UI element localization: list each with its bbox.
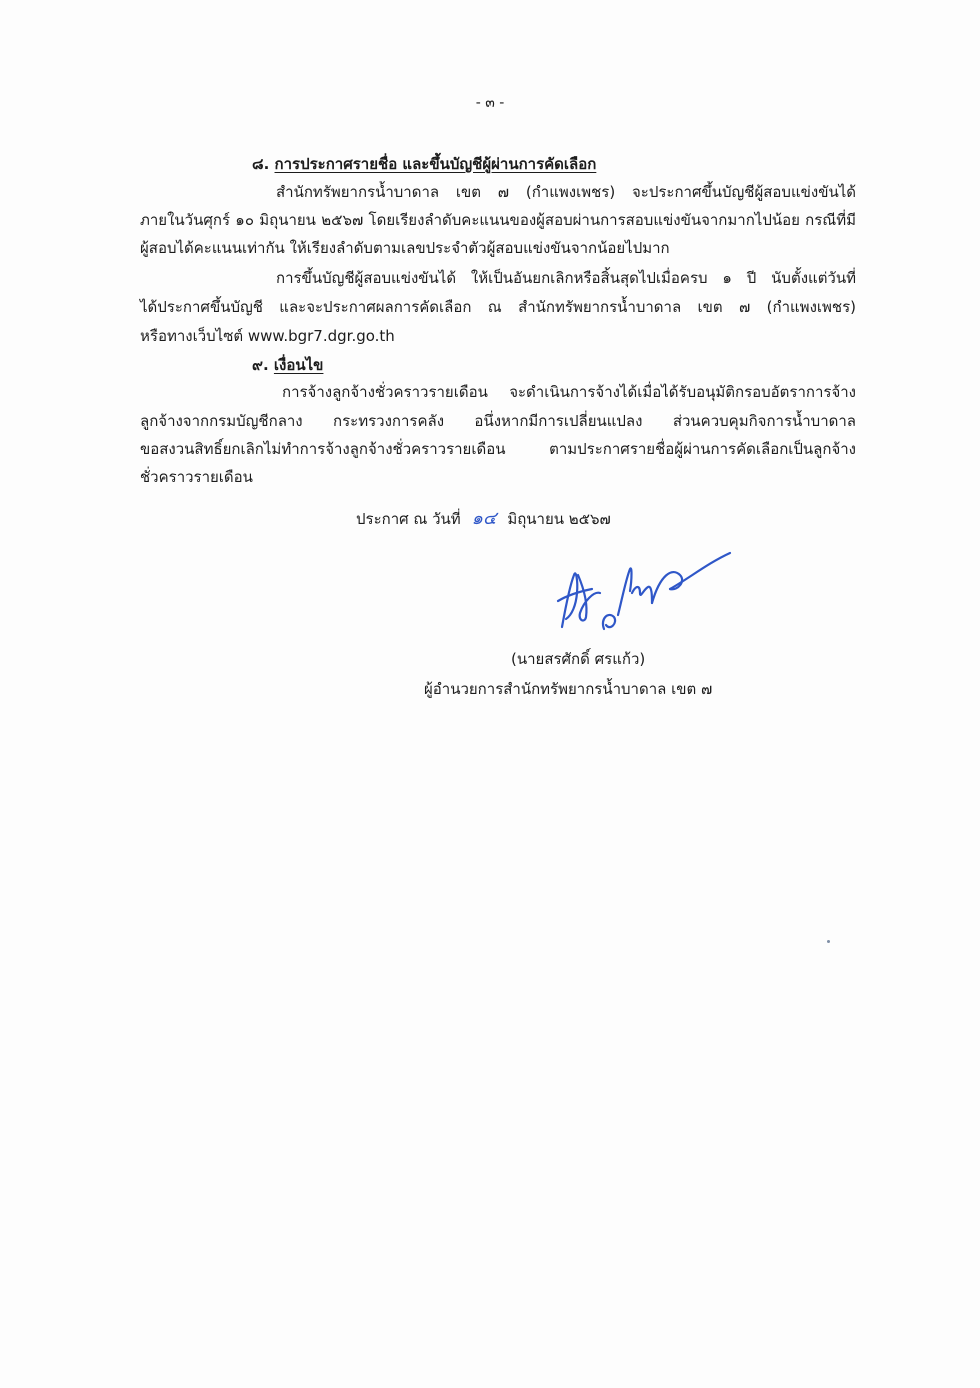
scan-speck: [827, 940, 830, 943]
page-number: - ๓ -: [475, 95, 505, 111]
section-8-para2-line1: การขึ้นบัญชีผู้สอบแข่งขันได้ ให้เป็นอันยกเลิกหรือสิ้นสุดไปเมื่อครบ ๑ ปี นับตั้งแต่วันที่: [276, 269, 856, 287]
section-8-title: การประกาศรายชื่อ และขึ้นบัญชีผู้ผ่านการคัดเลือก: [274, 155, 597, 173]
signature-image: [548, 545, 733, 640]
handwritten-day: ๑๔: [471, 508, 497, 529]
section-9-para-line4: ชั่วคราวรายเดือน: [140, 468, 253, 486]
signer-position: ผู้อำนวยการสำนักทรัพยากรน้ำบาดาล เขต ๗: [424, 680, 713, 698]
announcement-date: [356, 508, 611, 530]
section-8-heading: [252, 153, 596, 175]
section-9-para-line1: การจ้างลูกจ้างชั่วคราวรายเดือน จะดำเนินการจ้างได้เมื่อได้รับอนุมัติกรอบอัตราการจ้าง: [282, 383, 856, 401]
signer-name: (นายสรศักดิ์ ศรแก้ว): [511, 650, 646, 668]
section-8-para1-line1: สำนักทรัพยากรน้ำบาดาล เขต ๗ (กำแพงเพชร) จะประกาศขึ้นบัญชีผู้สอบแข่งขันได้: [276, 183, 856, 201]
section-8-para1-line3: ผู้สอบได้คะแนนเท่ากัน ให้เรียงลำดับตามเลขประจำตัวผู้สอบแข่งขันจากน้อยไปมาก: [140, 239, 670, 257]
section-9-para-line2: ลูกจ้างจากกรมบัญชีกลาง กระทรวงการคลัง อนึ่งหากมีการเปลี่ยนแปลง ส่วนควบคุมกิจการน้ำบาดาล: [140, 412, 856, 430]
section-8-number: ๘.: [252, 155, 270, 173]
section-9-number: ๙.: [252, 356, 269, 374]
section-8-para2-line3: หรือทางเว็บไซต์ www.bgr7.dgr.go.th: [140, 327, 395, 345]
announcement-prefix: ประกาศ ณ วันที่: [356, 510, 461, 528]
section-9-heading: [252, 354, 323, 376]
section-9-title: เงื่อนไข: [273, 356, 324, 374]
section-8-para2-line2: ได้ประกาศขึ้นบัญชี และจะประกาศผลการคัดเลือก ณ สำนักทรัพยากรน้ำบาดาล เขต ๗ (กำแพงเพชร): [140, 298, 856, 316]
section-8-para1-line2: ภายในวันศุกร์ ๑๐ มิถุนายน ๒๕๖๗ โดยเรียงลำดับคะแนนของผู้สอบผ่านการสอบแข่งขันจากมากไปน้อย กรณีที่มี: [140, 211, 856, 229]
announcement-month-year: มิถุนายน ๒๕๖๗: [507, 510, 611, 528]
section-9-para-line3: ขอสงวนสิทธิ์ยกเลิกไม่ทำการจ้างลูกจ้างชั่วคราวรายเดือน ตามประกาศรายชื่อผู้ผ่านการคัดเลือกเป็นลูกจ้าง: [140, 440, 856, 458]
